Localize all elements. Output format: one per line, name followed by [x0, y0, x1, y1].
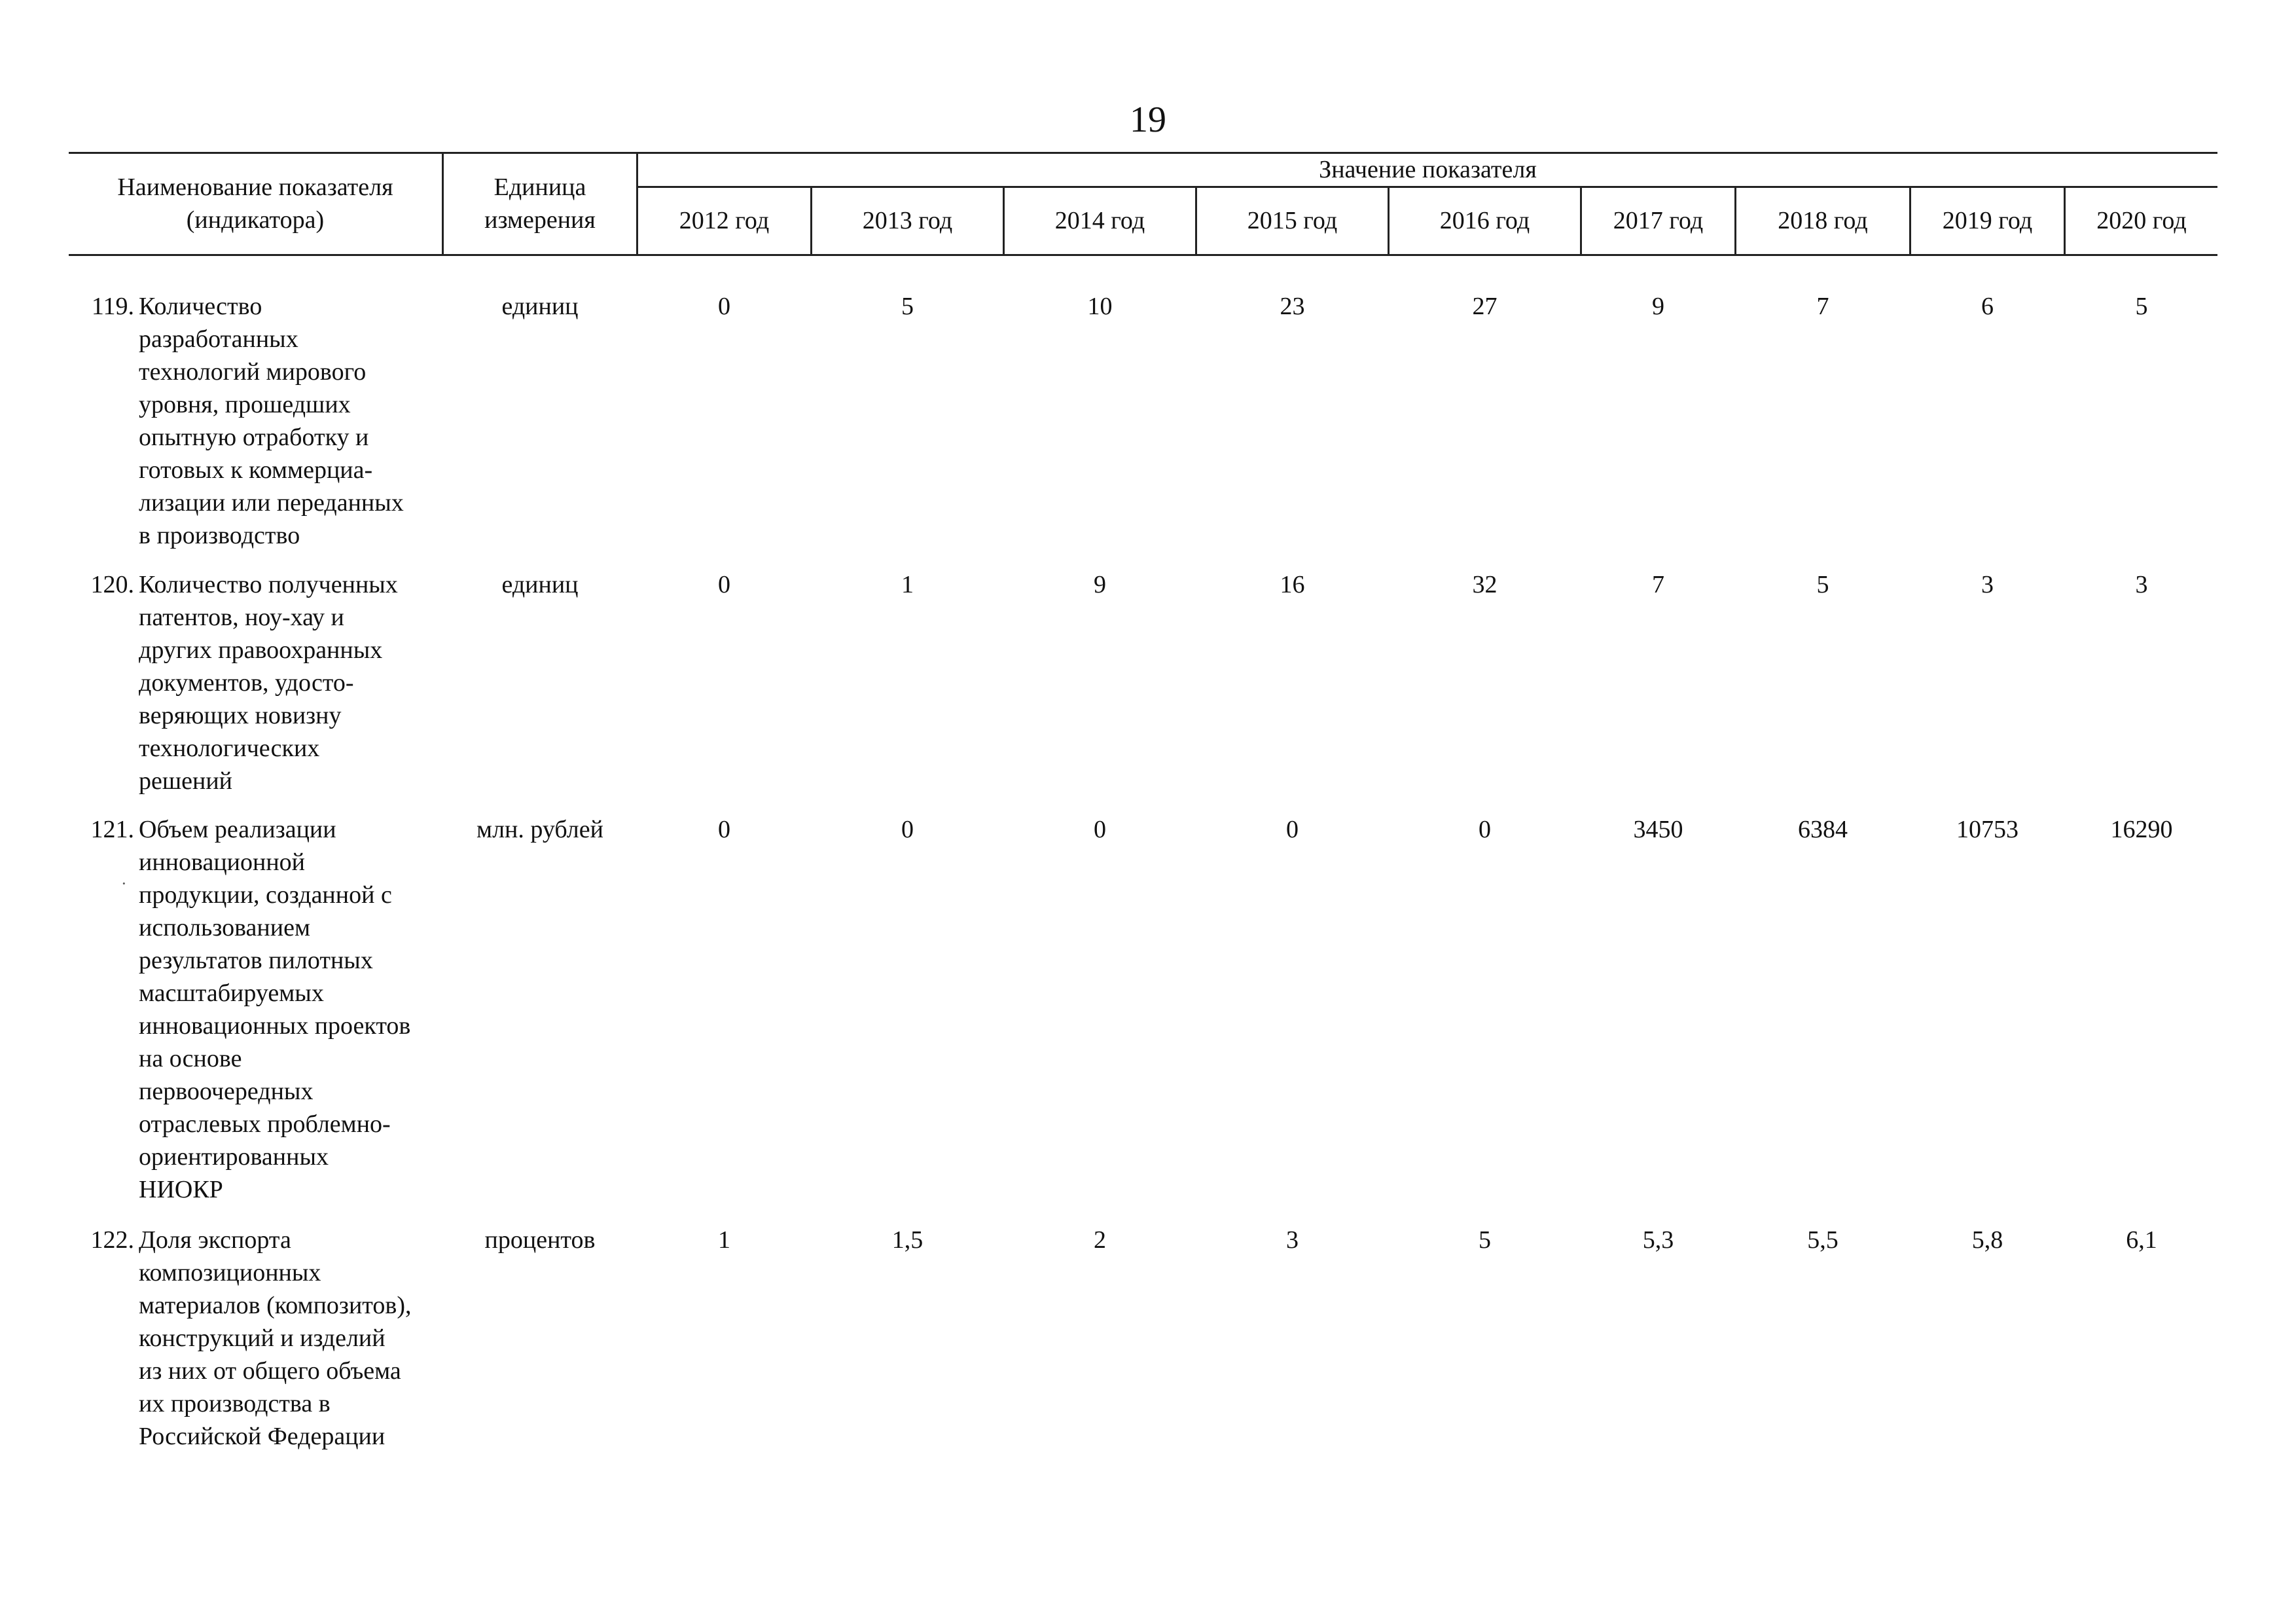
header-year-2013: 2013 год	[862, 206, 953, 234]
value-2012: 0	[718, 293, 730, 320]
value-2019: 5,8	[1971, 1226, 2003, 1254]
value-2016: 32	[1472, 571, 1498, 598]
unit-cell: единиц	[501, 293, 579, 320]
unit-cell: единиц	[501, 571, 579, 598]
header-unit: Единица измерения	[484, 173, 596, 234]
value-2018: 5	[1816, 571, 1829, 598]
value-2012: 0	[718, 816, 730, 843]
value-2017: 5,3	[1642, 1226, 1674, 1254]
value-2020: 5	[2135, 293, 2148, 320]
value-2012: 1	[718, 1226, 730, 1254]
scan-speck: ·	[121, 874, 127, 893]
value-2019: 10753	[1956, 816, 2018, 843]
value-2019: 3	[1981, 571, 1994, 598]
value-2016: 0	[1479, 816, 1491, 843]
row-number: 122.	[90, 1226, 134, 1254]
page-number: 19	[1130, 100, 1166, 140]
value-2016: 27	[1472, 293, 1498, 320]
header-values-group: Значение показателя	[1319, 155, 1537, 183]
value-2013: 1	[901, 571, 914, 598]
row-number: 120.	[90, 571, 134, 598]
header-year-2014: 2014 год	[1054, 206, 1145, 234]
value-2018: 5,5	[1807, 1226, 1839, 1254]
indicator-name: Количество полученных патентов, ноу-хау и других правоохранных документов, удосто- веряющих новизну технологических решений	[139, 571, 398, 795]
indicator-name: Доля экспорта композиционных материалов (композитов), конструкций и изделий из них от общего объема их производства в Российской Федерации	[139, 1226, 412, 1450]
unit-cell: млн. рублей	[476, 816, 603, 843]
value-2018: 7	[1816, 293, 1829, 320]
value-2018: 6384	[1798, 816, 1848, 843]
value-2019: 6	[1981, 293, 1994, 320]
value-2020: 6,1	[2126, 1226, 2157, 1254]
value-2014: 10	[1087, 293, 1113, 320]
row-number: 119.	[91, 293, 134, 320]
value-2017: 7	[1652, 571, 1664, 598]
value-2015: 16	[1280, 571, 1305, 598]
header-year-2019: 2019 год	[1942, 206, 2033, 234]
header-year-2020: 2020 год	[2096, 206, 2187, 234]
value-2015: 23	[1280, 293, 1305, 320]
value-2012: 0	[718, 571, 730, 598]
value-2020: 3	[2135, 571, 2148, 598]
value-2014: 2	[1094, 1226, 1106, 1254]
value-2017: 3450	[1633, 816, 1683, 843]
value-2013: 1,5	[891, 1226, 924, 1254]
value-2014: 0	[1094, 816, 1106, 843]
value-2014: 9	[1094, 571, 1106, 598]
value-2017: 9	[1652, 293, 1664, 320]
header-year-2017: 2017 год	[1613, 206, 1704, 234]
value-2015: 0	[1286, 816, 1299, 843]
header-bottom-rule	[69, 254, 2217, 256]
header-year-2018: 2018 год	[1778, 206, 1868, 234]
header-indicator-name: Наименование показателя (индикатора)	[117, 173, 393, 234]
value-2015: 3	[1286, 1226, 1299, 1254]
indicator-name: Объем реализации инновационной продукции, созданной с использованием результатов пилотных масштабируемых инновационных проектов на основе первоочередных отраслевых проблемно- ориентированных НИОКР	[139, 816, 411, 1203]
header-year-2016: 2016 год	[1439, 206, 1530, 234]
value-2016: 5	[1479, 1226, 1491, 1254]
value-2013: 0	[901, 816, 914, 843]
value-2013: 5	[901, 293, 914, 320]
indicator-name: Количество разработанных технологий мирового уровня, прошедших опытную отработку и готовых к коммерциа- лизации или переданных в производство	[139, 293, 404, 549]
header-year-2012: 2012 год	[679, 206, 770, 234]
row-number: 121.	[90, 816, 134, 843]
header-year-2015: 2015 год	[1247, 206, 1338, 234]
unit-cell: процентов	[484, 1226, 596, 1254]
value-2020: 16290	[2110, 816, 2173, 843]
